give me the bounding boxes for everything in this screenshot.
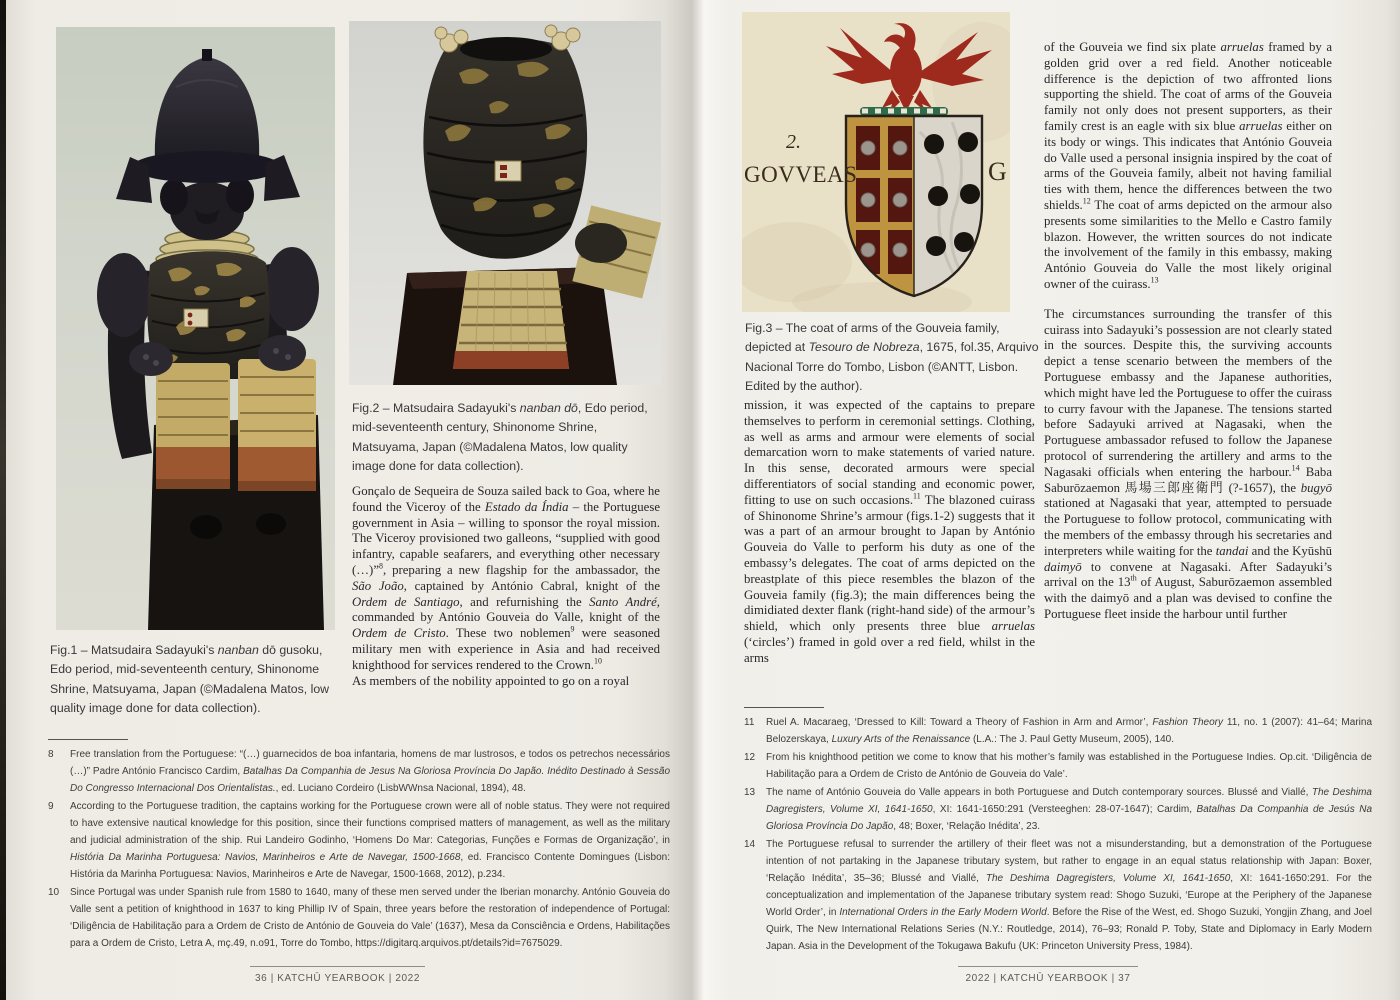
manuscript-numeral: 2. [786, 131, 801, 153]
footnote-12 [744, 749, 1372, 783]
footnote-number: 8 [48, 749, 54, 760]
footnotes-right [744, 714, 1372, 956]
footnote-8 [48, 746, 670, 797]
page-left [0, 0, 695, 1000]
footnote-14 [744, 836, 1372, 955]
footnote-text: The name of António Gouveia do Valle appears in both Portuguese and Dutch contemporary sources. Blussé and Viallé, The Deshima Dagregisters, Volume XI, 1641-1650, XI: 1641-1650:291 (Versteeghen: 28-07-1647); Cardim, Batalhas Da Companhia de Jesús Na Gloriosa Província Do Japão, 48; Boxer, ‘Relação Inédita’, 23. [766, 787, 1373, 832]
footnote-10 [48, 884, 670, 952]
footnote-number: 13 [744, 787, 756, 798]
footnotes-left [48, 746, 670, 953]
paragraph: Gonçalo de Sequeira de Souza sailed back to Goa, where he found the Viceroy of the Estado da Índia – the Portuguese government in Asia – willing to sponsor the royal mission. The Viceroy provisioned two galleons, “supplied with good infantry, capable seafarers, and everything other necessary (…)”$^8$, preparing a new flagship for the ambassador, the São João, captained by António Cabral, knight of the Ordem de Santiago, and refurnishing the Santo André, commanded by António Gouveia do Valle, knight of the Ordem de Cristo. These two noblemen$^9$ were seasoned military men with experience in Asia and had received knighthood for services rendered to the Crown.$^{10}$ [352, 484, 660, 672]
footnote-number: 9 [48, 801, 54, 812]
gouveia-coat-of-arms-illustration [742, 12, 1010, 312]
page-footer-right: 2022 | KATCHŪ YEARBOOK | 37 [958, 966, 1138, 984]
paragraph: of the Gouveia we find six plate arruelas framed by a golden grid over a red field. Another noticeable difference is the depiction of two affronted lions supporting the shield. The coat of arms of the Gouveia family not only does not present supporters, as their family crest is an eagle with six blue arruelas either on its body or wings. This indicates that António Gouveia do Valle used a personal insignia inspired by the coat of arms of the Gouveia family, albeit not having familial ties with them, hence the differences between the two shields.$^{12}$ The coat of arms depicted on the armour also presents some similarities to the Mello e Castro family blazon. However, the written sources do not indicate the involvement of the family in this embassy, making António Gouveia do Valle the most likely original owner of the cuirass.$^{13}$ [1044, 40, 1333, 291]
footnote-text: From his knighthood petition we come to know that his mother’s family was established in the Portuguese Indies. Op.cit. ‘Diligência de Habilitação para a Ordem de Cristo de António de Gouveia do Vale’. [766, 752, 1372, 780]
paragraph: mission, it was expected of the captains to prepare themselves to perform in ceremonial settings. Clothing, as well as arms and armour were elements of social demarcation worn to make statements of varied nature. In this sense, decorated armours were special differentiators of social standing and economic power, fitting to use on such occasions.$^{11}$ The blazoned cuirass of Shinonome Shrine’s armour (figs.1-2) suggests that it was a part of an armour brought to Japan by António Gouveia do Valle to perform his duty as one of the embassy’s delegates. The coat of arms depicted on the breastplate of this piece resembles the blazon of the Gouveia family (fig.3); the main differences being the dimidiated dexter flank (right-hand side) of the armour’s shield, which only presents three blue arruelas (‘circles’) framed in gold over a red field, whilst in the arms [744, 398, 1035, 665]
page-right [695, 0, 1400, 1000]
footnote-number: 10 [48, 887, 60, 898]
footnote-number: 11 [744, 717, 755, 728]
footnote-number: 12 [744, 752, 756, 763]
body-column-left [352, 484, 660, 689]
page-footer-left: 36 | KATCHŪ YEARBOOK | 2022 [250, 966, 425, 984]
footnote-number: 14 [744, 839, 756, 850]
samurai-armor-illustration [56, 27, 335, 630]
fig1-caption: Fig.1 – Matsudaira Sadayuki's nanban dō gusoku, Edo period, mid-seventeenth century, Shinonome Shrine, Matsuyama, Japan (©Madalena Matos, low quality image done for data collection). [50, 643, 330, 715]
footnote-text: Ruel A. Macaraeg, ‘Dressed to Kill: Toward a Theory of Fashion in Arm and Armor’, Fashion Theory 11, no. 1 (2007): 41–64; Marina Belozerskaya, Luxury Arts of the Renaissance (L.A.: The J. Paul Getty Museum, 2005), 140. [766, 717, 1373, 745]
paragraph: As members of the nobility appointed to go on a royal [352, 673, 630, 688]
fig3-coat-of-arms-image [742, 12, 1010, 312]
footnote-13 [744, 784, 1372, 835]
footnote-9 [48, 798, 670, 883]
footnote-11 [744, 714, 1372, 748]
cuirass-illustration [349, 21, 661, 385]
footnote-text: Since Portugal was under Spanish rule from 1580 to 1640, many of these men served under the Iberian monarchy. António Gouveia do Valle sent a petition of knighthood in 1637 to king Phillip IV of Spain, three years before the restoration of independence of Portugal: ‘Diligência de Habilitação para a Ordem de Cristo de António de Gouveia do Vale’ (1637), Mesa da Consciência e Ordens, Habilitações para a Ordem de Cristo, Letra A, mç.49, n.o91, Torre do Tombo, https://digitarq.arquivos.pt/details?id=7675029. [70, 887, 670, 949]
manuscript-label-govveas: GOVVEAS [744, 162, 858, 187]
footnote-text: Free translation from the Portuguese: “(…) guarnecidos de boa infantaria, homens de mar lustrosos, e todos os petrechos necessários (…)” Padre António Francisco Cardim, Batalhas Da Companhia de Jesus Na Gloriosa Província Do Japão. Inédito Destinado à Sessão Do Congresso Internacional Dos Orientalistas., ed. Luciano Cordeiro (LisbWWnsa Nacional, 1894), 48. [70, 749, 671, 794]
fig2-cuirass-photo [349, 21, 661, 385]
footnote-rule-left [48, 739, 128, 740]
paragraph: The circumstances surrounding the transfer of this cuirass into Sadayuki’s possession are not clearly stated in the sources. Despite this, the surviving accounts depict a tense scenario between the members of the Portuguese embassy and the Japanese authorities, which might have led the Portuguese to offer the cuirass to curry favour with the Japanese. The tensions started before Sadayuki arrived at Nagasaki, when the Portuguese ambassador refused to follow the Japanese protocol of surrendering the artillery and arms to the Nagasaki officials when entering the harbour.$^{14}$ Baba Saburōzaemon 馬場三郎座衛門 (?-1657), the bugyō stationed at Nagasaki that year, attempted to persuade the Portuguese to follow protocol, communicating with the members of the embassy through his secretaries and interpreters while waiting for the tandai and the Kyūshū daimyō to convene at Nagasaki. After Sadayuki’s arrival on the 13th of August, Saburōzaemon assembled with the daimyō and a plan was devised to confine the Portuguese fleet inside the harbour until further [1044, 306, 1333, 621]
fig1-armor-photo [56, 27, 335, 630]
body-column-right-2 [1044, 40, 1332, 623]
book-edge-shadow [0, 0, 6, 1000]
footnote-text: The Portuguese refusal to surrender the artillery of their fleet was not a misunderstanding, but a demonstration of the Portuguese intention of not partaking in the Japanese tributary system, but rather to engage in an equal status relationship with Japan: Boxer, ‘Relação Inédita’, 35–36; Blussé and Viallé, The Deshima Dagregisters, Volume XI, 1641-1650, XI: 1641-1650:291. For the conceptualization and implementation of the Japanese tributary system read: Shogo Suzuki, ‘Europe at the Periphery of the Japanese World Order’, in International Orders in the Early Modern World. Before the Rise of the West, ed. Shogo Suzuki, Yongjin Zhang, and Joel Quirk, The New International Relations Series (N.Y.: Routledge, 2014), 76–93; Ronald P. Toby, State and Diplomacy in Early Modern Japan. Asia in the Development of the Tokugawa Bakufu (UK: Princeton University Press, 1984). [766, 839, 1373, 952]
fig2-caption: Fig.2 – Matsudaira Sadayuki's nanban dō, Edo period, mid-seventeenth century, Shinonome Shrine, Matsuyama, Japan (©Madalena Matos, low quality image done for data collection). [352, 401, 648, 473]
fig3-caption: Fig.3 – The coat of arms of the Gouveia family, depicted at Tesouro de Nobreza, 1675, fol.35, Arquivo Nacional Torre do Tombo, Lisbon (©ANTT, Lisbon. Edited by the author). [745, 321, 1039, 393]
footnote-rule-right [744, 707, 824, 708]
manuscript-label-right-partial: G [988, 157, 1007, 186]
body-column-right-1 [744, 398, 1035, 667]
footnote-text: According to the Portuguese tradition, the captains working for the Portuguese crown were all of noble status. They were not required to have extensive nautical knowledge for this position, since their functions comprised matters of management, as well as the military and judicial administration of the ship. Rui Landeiro Godinho, ‘Homens Do Mar: Categorias, Funções e Formas de Organização’, in História Da Marinha Portuguesa: Navios, Marinheiros e Arte de Navegar, 1500-1668, ed. Francisco Contente Domingues (Lisbon: História da Marinha Portuguesa: Navios, Marinheiros e Arte de Navegar, 1500-1668, 2012), p.234. [70, 801, 670, 880]
